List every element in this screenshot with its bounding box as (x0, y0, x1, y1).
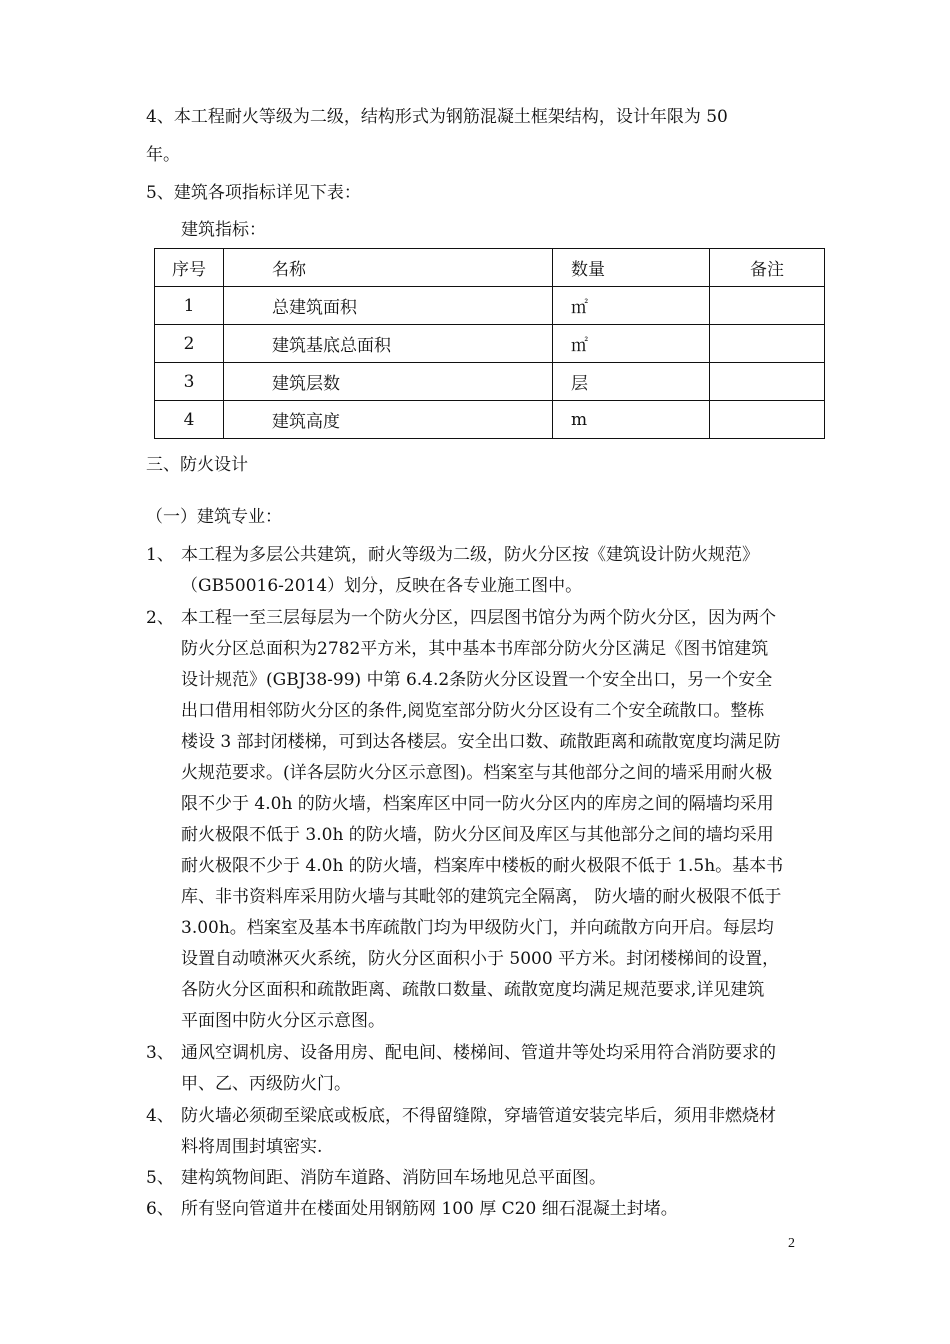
page-number: 2 (788, 1236, 795, 1251)
cell-quantity: 层 (553, 363, 710, 401)
item-4-number: 4、 (146, 1106, 174, 1126)
cell-seq: 2 (155, 325, 224, 363)
item-2-line: 库、非书资料库采用防火墙与其毗邻的建筑完全隔离， 防火墙的耐火极限不低于 (181, 887, 782, 907)
cell-quantity: ㎡ (553, 325, 710, 363)
cell-remark (710, 287, 825, 325)
intro-item4-line1: 4、本工程耐火等级为二级，结构形式为钢筋混凝土框架结构，设计年限为 50 (146, 107, 728, 127)
item-2-line: 3.00h。档案室及基本书库疏散门均为甲级防火门，并向疏散方向开启。每层均 (181, 918, 774, 938)
table-row (155, 325, 825, 363)
intro-item4-line2: 年。 (146, 145, 180, 165)
table-header-row (155, 249, 825, 287)
item-2-line: 防火分区总面积为2782平方米，其中基本书库部分防火分区满足《图书馆建筑 (181, 639, 769, 659)
cell-name: 建筑基底总面积 (224, 325, 553, 363)
item-2-line: 楼设 3 部封闭楼梯，可到达各楼层。安全出口数、疏散距离和疏散宽度均满足防 (181, 732, 781, 752)
item-2-line: 各防火分区面积和疏散距离、疏散口数量、疏散宽度均满足规范要求,详见建筑 (181, 980, 765, 1000)
item-3-line: 通风空调机房、设备用房、配电间、楼梯间、管道井等处均采用符合消防要求的 (181, 1043, 776, 1063)
table-caption: 建筑指标： (181, 220, 266, 240)
item-2-line: 限不少于 4.0h 的防火墙，档案库区中同一防火分区内的库房之间的隔墙均采用 (181, 794, 774, 814)
cell-remark (710, 325, 825, 363)
cell-quantity: ㎡ (553, 287, 710, 325)
cell-remark (710, 401, 825, 439)
cell-name: 建筑层数 (224, 363, 553, 401)
table-row (155, 287, 825, 325)
cell-seq: 4 (155, 401, 224, 439)
item-3-number: 3、 (146, 1043, 174, 1063)
item-1-number: 1、 (146, 545, 174, 565)
item-5-number: 5、 (146, 1168, 174, 1188)
item-3-line: 甲、乙、丙级防火门。 (181, 1074, 351, 1094)
item-1-line: （GB50016-2014）划分，反映在各专业施工图中。 (181, 576, 583, 596)
building-index-table (154, 248, 825, 439)
item-1-line: 本工程为多层公共建筑，耐火等级为二级，防火分区按《建筑设计防火规范》 (181, 545, 759, 565)
item-2-line: 设计规范》(GBJ38-99) 中第 6.4.2条防火分区设置一个安全出口，另一个安全 (181, 670, 773, 690)
cell-seq: 3 (155, 363, 224, 401)
intro-item5: 5、建筑各项指标详见下表： (146, 183, 361, 203)
header-seq: 序号 (155, 249, 224, 287)
item-2-line: 耐火极限不低于 3.0h 的防火墙，防火分区间及库区与其他部分之间的墙均采用 (181, 825, 774, 845)
item-2-line: 平面图中防火分区示意图。 (181, 1011, 385, 1031)
header-quantity: 数量 (553, 249, 710, 287)
cell-name: 建筑高度 (224, 401, 553, 439)
cell-quantity: m (553, 401, 710, 439)
item-2-number: 2、 (146, 608, 174, 628)
item-6-line: 所有竖向管道井在楼面处用钢筋网 100 厚 C20 细石混凝土封堵。 (181, 1199, 678, 1219)
item-5-line: 建构筑物间距、消防车道路、消防回车场地见总平面图。 (181, 1168, 606, 1188)
section-title: 三、防火设计 (146, 455, 248, 475)
table-row (155, 363, 825, 401)
item-2-line: 本工程一至三层每层为一个防火分区，四层图书馆分为两个防火分区，因为两个 (181, 608, 776, 628)
item-6-number: 6、 (146, 1199, 174, 1219)
item-2-line: 火规范要求。(详各层防火分区示意图)。档案室与其他部分之间的墙采用耐火极 (181, 763, 773, 783)
cell-remark (710, 363, 825, 401)
cell-name: 总建筑面积 (224, 287, 553, 325)
section-subtitle: （一）建筑专业： (146, 507, 282, 527)
header-remark: 备注 (710, 249, 825, 287)
table-row (155, 401, 825, 439)
item-2-line: 出口借用相邻防火分区的条件,阅览室部分防火分区设有二个安全疏散口。整栋 (181, 701, 765, 721)
item-2-line: 设置自动喷淋灭火系统，防火分区面积小于 5000 平方米。封闭楼梯间的设置， (181, 949, 780, 969)
item-2-line: 耐火极限不少于 4.0h 的防火墙，档案库中楼板的耐火极限不低于 1.5h。基本书 (181, 856, 784, 876)
header-name: 名称 (224, 249, 553, 287)
item-4-line: 料将周围封填密实. (181, 1137, 323, 1157)
cell-seq: 1 (155, 287, 224, 325)
item-4-line: 防火墙必须砌至梁底或板底，不得留缝隙，穿墙管道安装完毕后，须用非燃烧材 (181, 1106, 776, 1126)
